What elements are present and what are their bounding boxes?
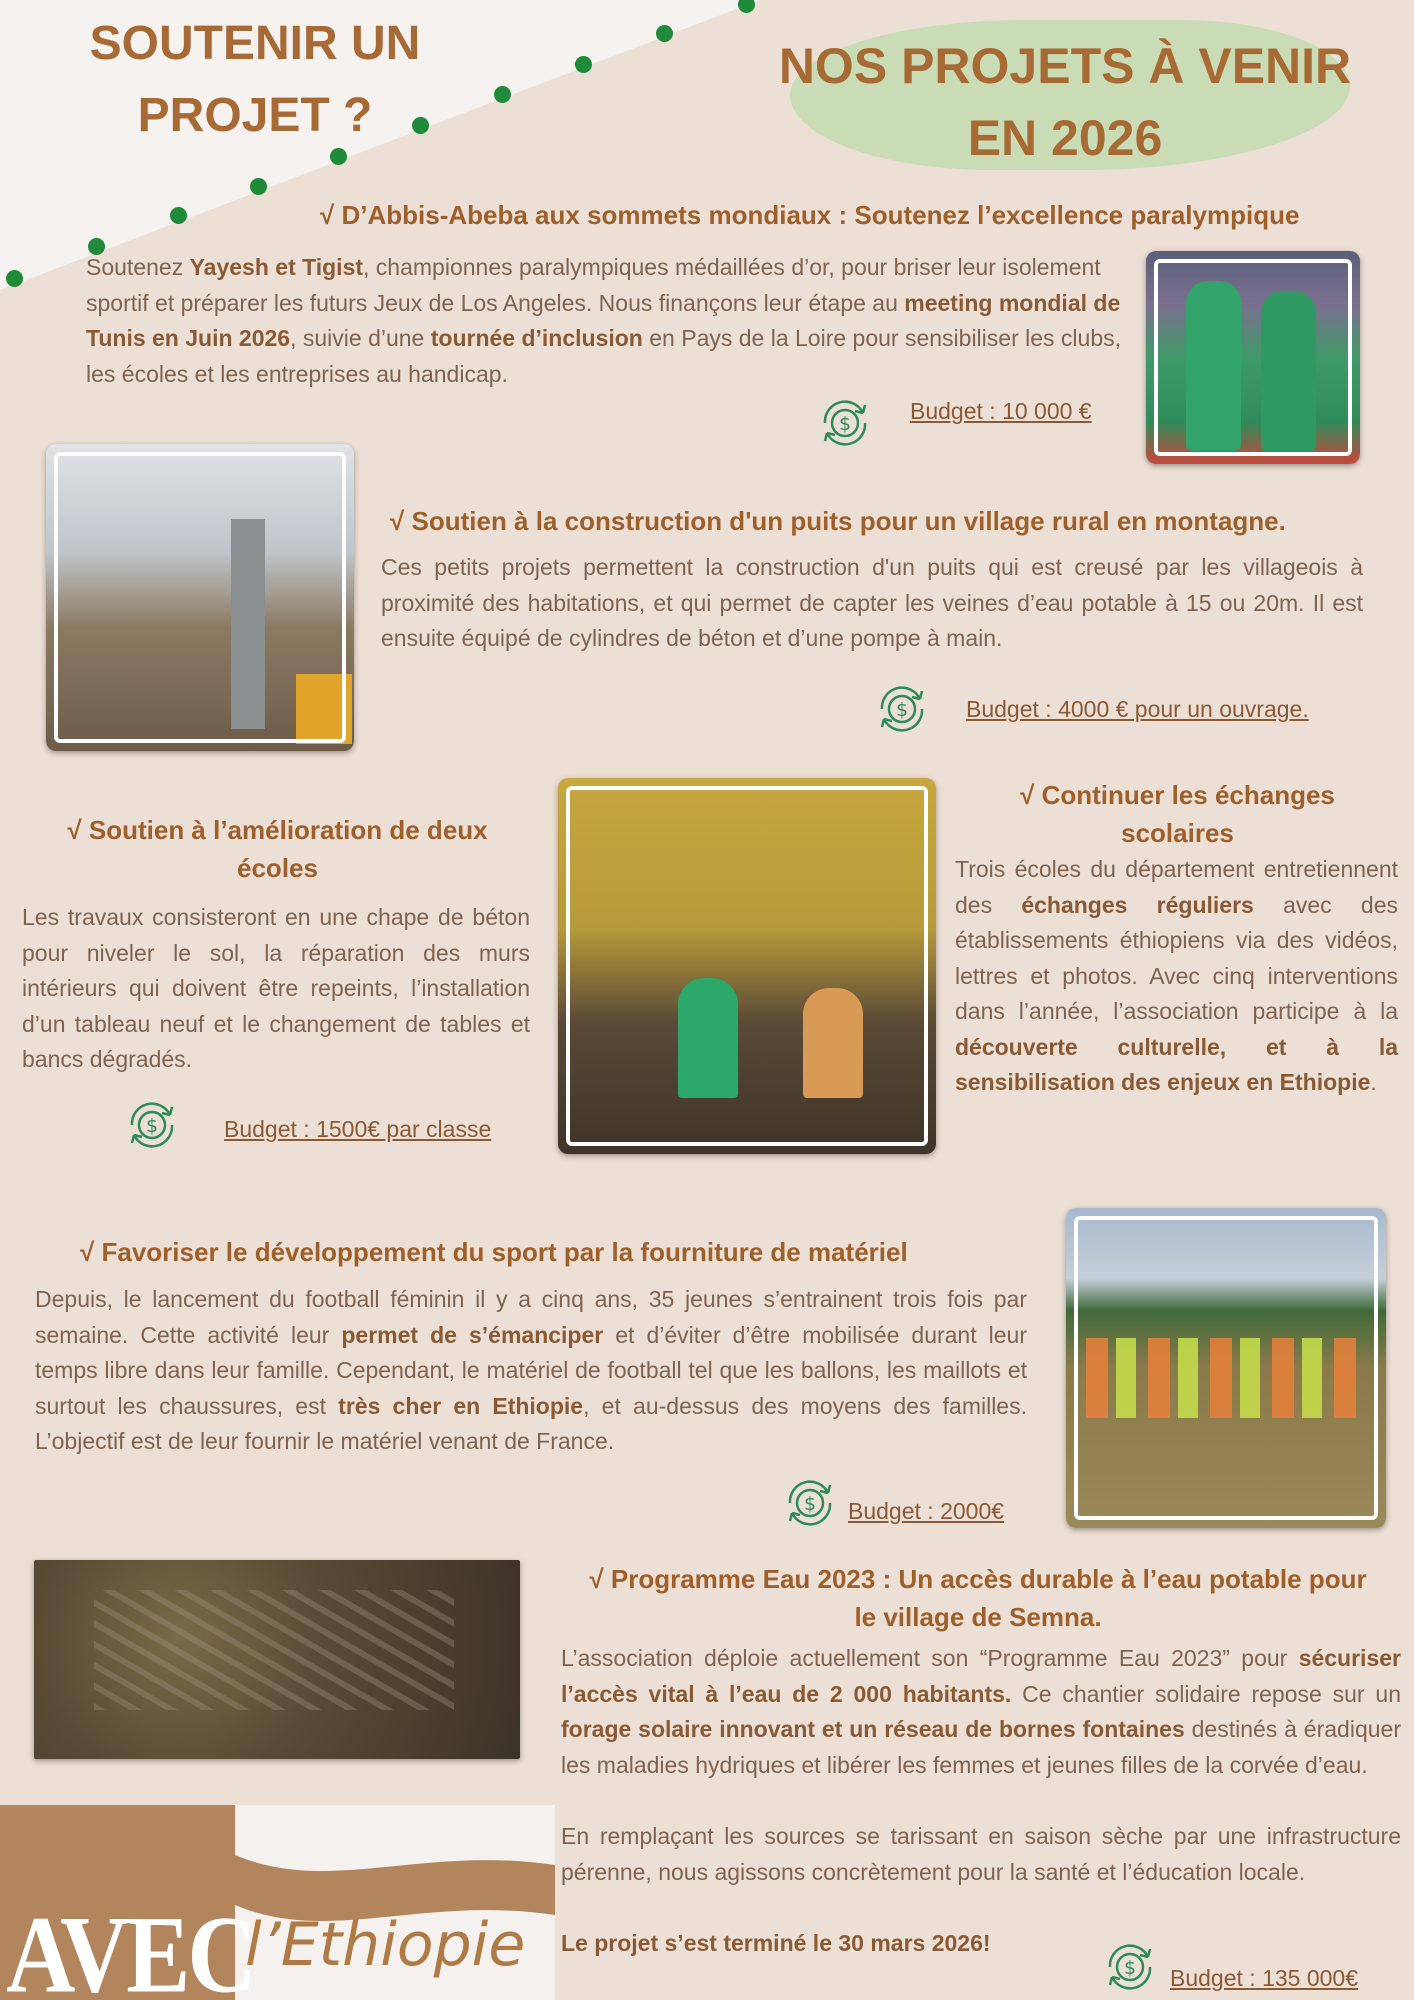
budget-label: Budget : 135 000€ xyxy=(1170,1965,1358,1991)
logo-word-ethiopie: l’Ethiopie xyxy=(245,1910,526,1980)
dot-icon xyxy=(170,207,187,224)
section-heading-paralympic: √ D’Abbis-Abeba aux sommets mondiaux : Soutenez l’excellence paralympique xyxy=(320,200,1300,230)
dollar-cycle-icon xyxy=(780,1473,840,1533)
title-line: EN 2026 xyxy=(967,110,1163,166)
photo-well-pump xyxy=(46,444,354,751)
section-text-sport: Depuis, le lancement du football féminin il y a cinq ans, 35 jeunes s’entrainent trois fois par semaine. Cette activité leur permet de s’émanciper et d’éviter d’être mobilisée durant leur temps libre dans leur famille. Cependant, le matériel de football tel que les ballons, les maillots et surtout les chaussures, est très cher en Ethiopie, et au-dessus des moyens des familles. L’objectif est de leur fournir le matériel venant de France. xyxy=(35,1286,1028,1454)
heading-line: le village de Semna. xyxy=(854,1602,1102,1632)
heading-line: scolaires xyxy=(1121,818,1234,848)
svg-text:$: $ xyxy=(838,413,852,435)
svg-text:$: $ xyxy=(803,1493,817,1515)
heading-line: √ Programme Eau 2023 : Un accès durable à l’eau potable pour xyxy=(589,1564,1367,1594)
terrain-texture xyxy=(94,1590,454,1710)
title-line: SOUTENIR UN xyxy=(89,17,421,70)
logo xyxy=(0,1805,555,2000)
dot-icon xyxy=(6,270,23,287)
section-text-well: Ces petits projets permettent la construction d'un puits qui est creusé par les villageois à proximité des habitations, et qui permet de capter les veines d’eau potable à 15 ou 20m. Il est ensuite équipé de cylindres de béton et d’une pompe à main. xyxy=(381,554,1363,651)
section-text-water-2: En remplaçant les sources se tarissant en saison sèche par une infrastructure pérenne, nous agissons concrètement pour la santé et l’éducation locale. xyxy=(561,1823,1401,1885)
satellite-map xyxy=(34,1560,520,1759)
photo-frame xyxy=(54,452,346,743)
section-text-paralympic: Soutenez Yayesh et Tigist, championnes paralympiques médaillées d’or, pour briser leur isolement sportif et préparer les futurs Jeux de Los Angeles. Nous finançons leur étape au meeting mondial de Tunis en Juin 2026, suivie d’une tournée d’inclusion en Pays de la Loire pour sensibiliser les clubs, les écoles et les entreprises au handicap. xyxy=(86,254,1121,387)
page-title-left xyxy=(40,8,470,152)
dollar-cycle-icon xyxy=(1100,1937,1160,1997)
svg-text:$: $ xyxy=(145,1115,159,1137)
section-heading-exchanges xyxy=(950,776,1405,852)
heading-line: √ Soutien à l’amélioration de deux xyxy=(67,815,488,845)
section-heading-schools xyxy=(20,811,535,887)
dot-icon xyxy=(494,86,511,103)
title-line: PROJET ? xyxy=(137,89,373,142)
budget-label: Budget : 1500€ par classe xyxy=(224,1116,492,1142)
photo-frame xyxy=(1154,259,1352,456)
photo-classroom xyxy=(558,778,936,1154)
section-text-exchanges: Trois écoles du département entretiennent des échanges réguliers avec des établissements éthiopiens via des vidéos, lettres et photos. Avec cinq interventions dans l’année, l’association participe à la découverte culturelle, et à la sensibilisation des enjeux en Ethiopie. xyxy=(955,856,1398,1095)
svg-text:$: $ xyxy=(895,699,909,721)
title-line: NOS PROJETS À VENIR xyxy=(778,38,1352,94)
dollar-cycle-icon xyxy=(122,1095,182,1155)
dot-icon xyxy=(738,0,755,13)
budget-label: Budget : 10 000 € xyxy=(910,398,1092,424)
budget-label: Budget : 2000€ xyxy=(848,1498,1005,1524)
section-text-water-end: Le projet s’est terminé le 30 mars 2026! xyxy=(561,1930,991,1956)
section-heading-well: √ Soutien à la construction d'un puits pour un village rural en montagne. xyxy=(390,506,1286,536)
heading-line: √ Continuer les échanges xyxy=(1020,780,1335,810)
budget-label: Budget : 4000 € pour un ouvrage. xyxy=(966,696,1309,722)
dot-icon xyxy=(250,178,267,195)
section-heading-sport: √ Favoriser le développement du sport par la fourniture de matériel xyxy=(80,1237,908,1267)
dot-icon xyxy=(656,25,673,42)
dot-icon xyxy=(575,56,592,73)
photo-football-team xyxy=(1066,1208,1386,1528)
dollar-cycle-icon xyxy=(815,393,875,453)
photo-frame xyxy=(566,786,928,1146)
heading-line: écoles xyxy=(237,853,318,883)
dollar-cycle-icon xyxy=(872,679,932,739)
page-title-right xyxy=(740,30,1390,174)
svg-text:$: $ xyxy=(1123,1957,1137,1979)
logo-word-avec: AVEC xyxy=(6,1892,254,2000)
photo-frame xyxy=(1074,1216,1378,1520)
section-heading-water xyxy=(548,1560,1408,1636)
photo-athletes xyxy=(1146,251,1360,464)
section-text-schools: Les travaux consisteront en une chape de béton pour niveler le sol, la réparation des murs intérieurs qui doivent être repeints, l’installation d’un tableau neuf et le changement de tables et bancs dégradés. xyxy=(22,904,530,1072)
section-text-water: L’association déploie actuellement son “Programme Eau 2023” pour sécuriser l’accès vital à l’eau de 2 000 habitants. Ce chantier solidaire repose sur un forage solaire innovant et un réseau de bornes fontaines destinés à éradiquer les maladies hydriques et libérer les femmes et jeunes filles de la corvée d’eau. xyxy=(561,1645,1401,1778)
